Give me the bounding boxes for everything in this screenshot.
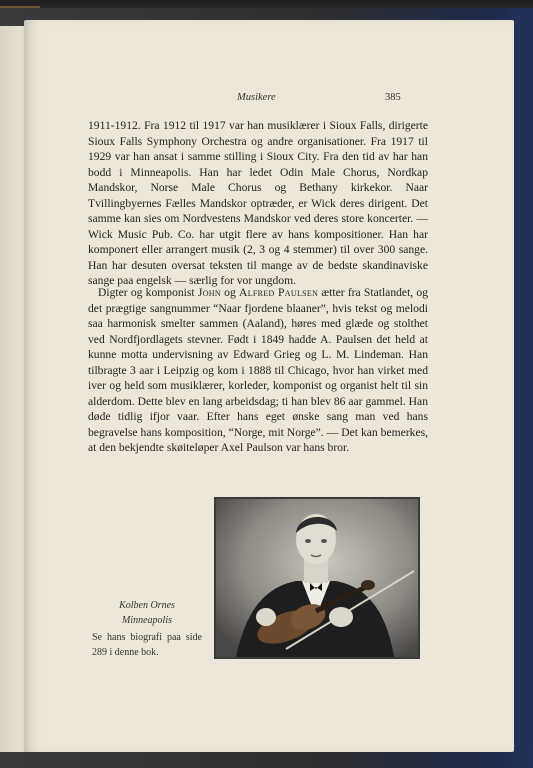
book-cover-spine-edge <box>511 8 533 748</box>
portrait-photo <box>214 497 420 659</box>
portrait-violinist-icon <box>216 499 418 657</box>
photo-caption <box>92 598 202 660</box>
running-head <box>0 92 533 106</box>
paragraph-2-intro: Digter og komponist <box>98 286 198 299</box>
page-number: 385 <box>385 92 401 103</box>
name-john: John <box>197 286 221 299</box>
caption-name: Kolben Ornes <box>119 600 175 611</box>
caption-note: Se hans biografi paa side 289 i denne bok. <box>92 632 202 658</box>
paragraph-2-body: ætter fra Statlandet, og det prægtige sangnummer “Naar fjordene blaaner”, hvis tekst og melodi saa harmonisk smelter sammen (Aaland), høres med glæde og stolthet ved Nordfjordlagets stevner. Født i 1849 hadde A. Paulsen det held at kunne motta undervisning av Edward Grieg og L. M. Lindeman. Han tilbragte 3 aar i Leipzig og kom i 1888 til Chicago, hvor han virket med iver og held som musiklærer, korleder, komponist og organist helt til sin alderdom. Dette blev en lang arbeidsdag; ti han blev 86 aar gammel. Han døde tidlig ifjor vaar. Efter hans eget ønske sang man ved hans begravelse hans komposition, “Norge, mit Norge”. — Det kan bemerkes, at den bekjendte skøiteløper Axel Paulson var hans bror. <box>88 286 429 454</box>
paragraph-2-mid: og <box>220 286 240 299</box>
paragraph-2 <box>88 285 428 456</box>
paragraph-1: 1911-1912. Fra 1912 til 1917 var han musiklærer i Sioux Falls, dirigerte Sioux Falls Symphony Orchestra og andre organisationer. Fra 1917 til 1929 var han ansat i samme stilling i Sioux City. Fra den tid av har han bodd i Minneapolis. Han har ledet Odin Male Chorus, Nordkap Mandskor, Norse Male Chorus og Bethany kirkekor. Naar Tvillingbyernes Fælles Mandskor optræder, er Wick deres dirigent. Det samme kan sies om Nordvestens Mandskor ved deres store koncerter. — Wick Music Pub. Co. har utgit flere av hans kompositioner. Han har komponert eller arrangert musik (2, 3 og 4 stemmer) til over 300 sange. Han har desuten oversat teksten til mange av de bedste skandinaviske sange paa engelsk — særlig for vor ungdom. <box>88 119 428 287</box>
name-alfred-paulsen: Alfred Paulsen <box>239 286 319 299</box>
running-head-title: Musikere <box>237 92 276 103</box>
caption-place: Minneapolis <box>122 615 172 626</box>
